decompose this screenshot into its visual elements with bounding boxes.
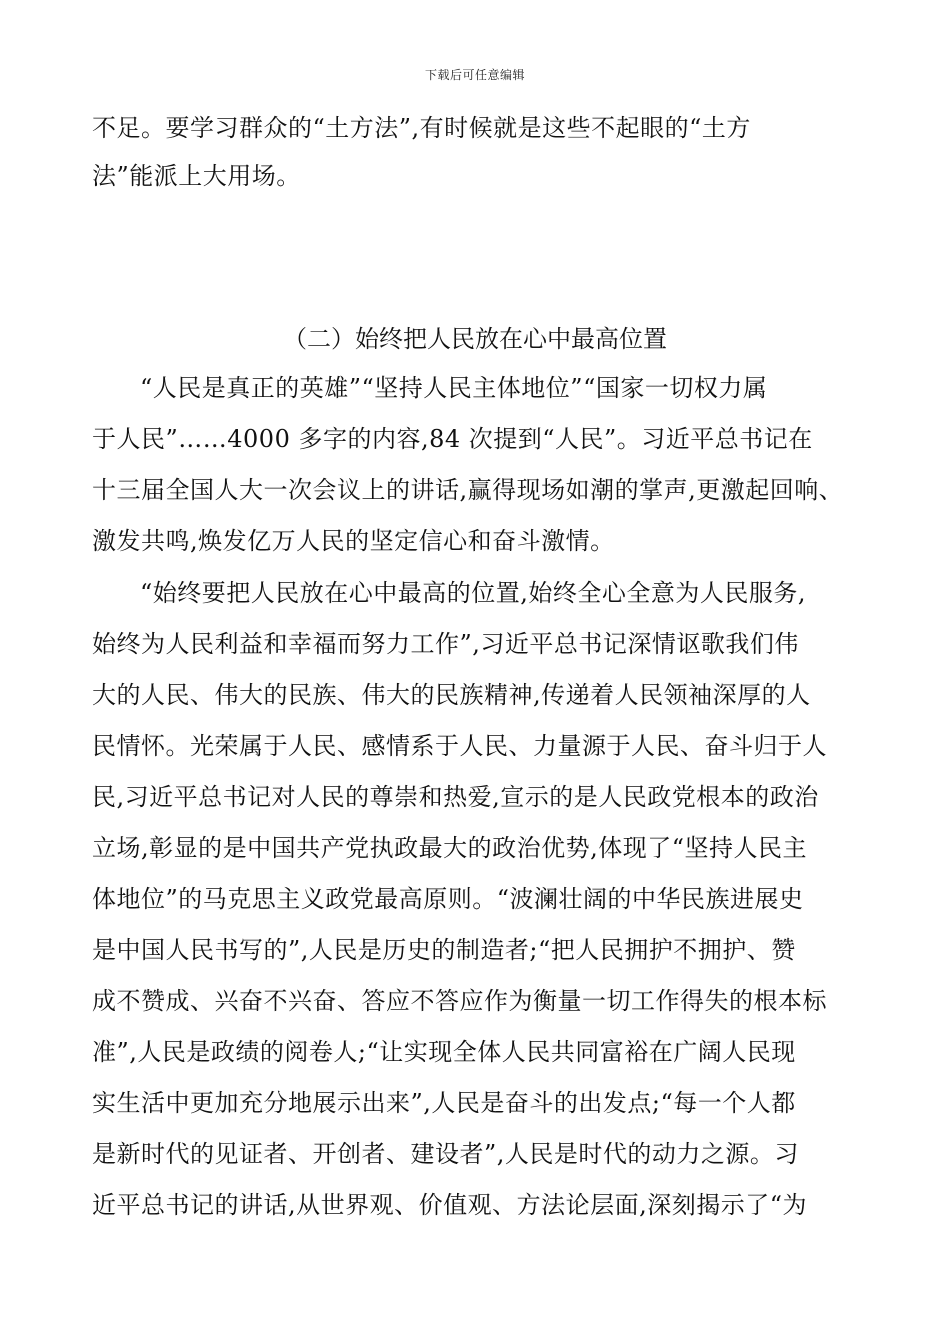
- paragraph1-line: “人民是真正的英雄”“坚持人民主体地位”“国家一切权力属: [140, 374, 768, 402]
- paragraph2-line: 大的人民、伟大的民族、伟大的民族精神,传递着人民领袖深厚的人: [92, 681, 811, 709]
- paragraph2-line: “始终要把人民放在心中最高的位置,始终全心全意为人民服务,: [140, 579, 807, 607]
- paragraph2-line: 民情怀。光荣属于人民、感情系于人民、力量源于人民、奋斗归于人: [92, 732, 827, 760]
- page-header: 下载后可任意编辑: [424, 68, 525, 82]
- paragraph2-line: 准”,人民是政绩的阅卷人;“让实现全体人民共同富裕在广阔人民现: [92, 1038, 796, 1066]
- paragraph2-line: 立场,彰显的是中国共产党执政最大的政治优势,体现了“坚持人民主: [92, 834, 808, 862]
- paragraph1-line: 十三届全国人大一次会议上的讲话,赢得现场如潮的掌声,更激起回响、: [92, 476, 844, 504]
- paragraph2-line: 成不赞成、兴奋不兴奋、答应不答应作为衡量一切工作得失的根本标: [92, 987, 827, 1015]
- paragraph2-line: 实生活中更加充分地展示出来”,人民是奋斗的出发点;“每一个人都: [92, 1089, 796, 1117]
- paragraph1-line: 激发共鸣,焕发亿万人民的坚定信心和奋斗激情。: [92, 527, 615, 555]
- section-heading: （二）始终把人民放在心中最高位置: [283, 325, 667, 353]
- paragraph1-line: 于人民”……4000 多字的内容,84 次提到“人民”。习近平总书记在: [92, 425, 813, 453]
- paragraph2-line: 是中国人民书写的”,人民是历史的制造者;“把人民拥护不拥护、赞: [92, 936, 796, 964]
- intro-line: 法”能派上大用场。: [92, 162, 301, 190]
- paragraph2-line: 是新时代的见证者、开创者、建设者”,人民是时代的动力之源。习: [92, 1140, 799, 1168]
- paragraph2-line: 近平总书记的讲话,从世界观、价值观、方法论层面,深刻揭示了“为: [92, 1191, 808, 1219]
- paragraph2-line: 民,习近平总书记对人民的尊崇和热爱,宣示的是人民政党根本的政治: [92, 783, 819, 811]
- paragraph2-line: 始终为人民利益和幸福而努力工作”,习近平总书记深情讴歌我们伟: [92, 630, 799, 658]
- intro-line: 不足。要学习群众的“土方法”,有时候就是这些不起眼的“土方: [92, 114, 751, 142]
- paragraph2-line: 体地位”的马克思主义政党最高原则。“波澜壮阔的中华民族进展史: [92, 885, 804, 913]
